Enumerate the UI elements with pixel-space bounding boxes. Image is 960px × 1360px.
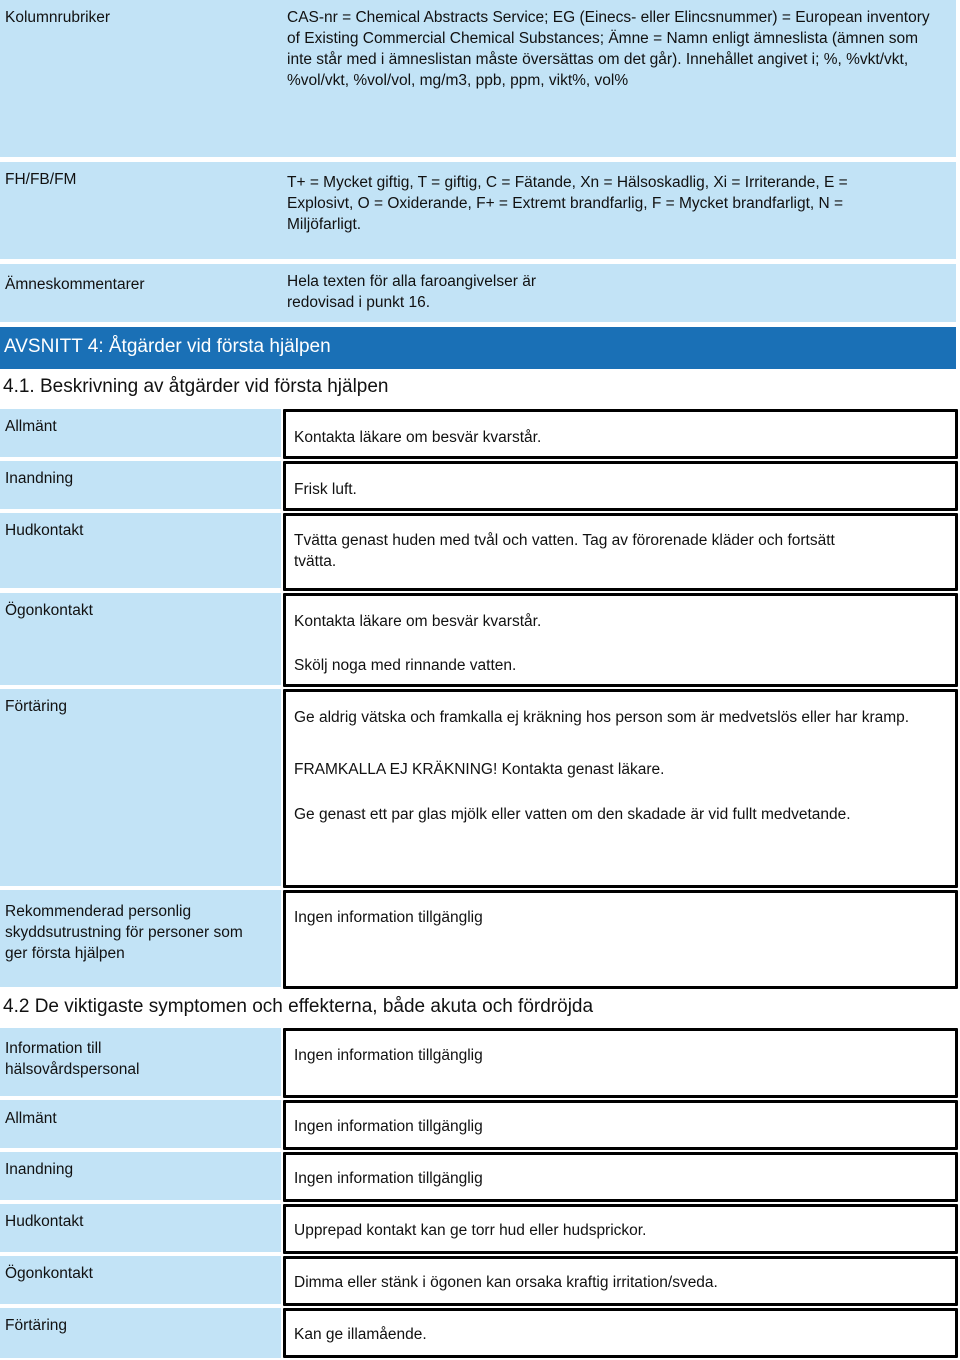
ogonkontakt-2-text: Dimma eller stänk i ögonen kan orsaka kraftig irritation/sveda. — [294, 1274, 718, 1291]
allmant-2-label-text: Allmänt — [5, 1110, 57, 1127]
hudkontakt-2-label — [0, 1204, 281, 1252]
amneskommentarer-value-text: Hela texten för alla faroangivelser är redovisad i punkt 16. — [287, 273, 536, 311]
inandning-label-text: Inandning — [5, 470, 74, 487]
inandning-2-label-text: Inandning — [5, 1161, 74, 1178]
allmant-2-value — [283, 1100, 958, 1150]
fortaring-2-text: Kan ge illamående. — [294, 1326, 427, 1343]
skyddsutrustning-label — [0, 890, 281, 987]
allmant-text: Kontakta läkare om besvär kvarstår. — [294, 429, 542, 446]
hudkontakt-label — [0, 513, 281, 588]
halsovard-label — [0, 1028, 281, 1096]
kolumnrubriker-label-text: Kolumnrubriker — [5, 9, 111, 26]
ogonkontakt-label-text: Ögonkontakt — [5, 602, 93, 619]
subsection-4-1-title: 4.1. Beskrivning av åtgärder vid första hjälpen — [3, 376, 389, 397]
fortaring-2-label — [0, 1308, 281, 1358]
amneskommentarer-label — [0, 264, 281, 322]
hudkontakt-2-value — [283, 1204, 958, 1254]
allmant-label — [0, 409, 281, 457]
kolumnrubriker-value — [281, 0, 956, 157]
ogonkontakt-2-value — [283, 1256, 958, 1306]
fortaring-2-label-text: Förtäring — [5, 1317, 68, 1334]
fortaring-text-1: Ge aldrig vätska och framkalla ej kräkning hos person som är medvetslös eller har kramp. — [294, 709, 910, 726]
amneskommentarer-label-text: Ämneskommentarer — [5, 276, 145, 293]
allmant-value — [283, 409, 958, 459]
halsovard-text: Ingen information tillgänglig — [294, 1047, 483, 1064]
fortaring-text-3: Ge genast ett par glas mjölk eller vatten om den skadade är vid fullt medvetande. — [294, 806, 851, 823]
fortaring-value — [283, 689, 958, 888]
fortaring-2-value — [283, 1308, 958, 1358]
ogonkontakt-label — [0, 593, 281, 685]
fortaring-label-text: Förtäring — [5, 698, 68, 715]
halsovard-value — [283, 1028, 958, 1098]
skyddsutrustning-value — [283, 890, 958, 989]
skyddsutrustning-text: Ingen information tillgänglig — [294, 909, 483, 926]
amneskommentarer-value — [281, 264, 956, 322]
kolumnrubriker-value-text: CAS-nr = Chemical Abstracts Service; EG (Einecs- eller Elincsnummer) = European inventory of Existing Commercial Chemical Substances; Ämne = Namn enligt ämneslista (ämnen som inte står med i ämneslistan måste översättas om det går). Innehållet angivet i; %, %vkt/vkt, %vol/vkt, %vol/vol, mg/m3, ppb, ppm, vikt%, vol% — [287, 9, 930, 89]
fhfbfm-value — [281, 162, 956, 259]
hudkontakt-value — [283, 513, 958, 591]
inandning-2-value — [283, 1152, 958, 1202]
inandning-label — [0, 461, 281, 509]
ogonkontakt-text-2: Skölj noga med rinnande vatten. — [294, 657, 517, 674]
fhfbfm-label-text: FH/FB/FM — [5, 171, 77, 188]
inandning-2-text: Ingen information tillgänglig — [294, 1170, 483, 1187]
allmant-2-label — [0, 1100, 281, 1148]
ogonkontakt-text-1: Kontakta läkare om besvär kvarstår. — [294, 613, 542, 630]
fortaring-label — [0, 689, 281, 886]
allmant-2-text: Ingen information tillgänglig — [294, 1118, 483, 1135]
fortaring-text-2: FRAMKALLA EJ KRÄKNING! Kontakta genast läkare. — [294, 761, 665, 778]
inandning-value — [283, 461, 958, 511]
fhfbfm-label — [0, 162, 281, 259]
ogonkontakt-2-label — [0, 1256, 281, 1304]
allmant-label-text: Allmänt — [5, 418, 57, 435]
halsovard-label-text: Information till hälsovårdspersonal — [5, 1040, 140, 1078]
hudkontakt-text: Tvätta genast huden med tvål och vatten. Tag av förorenade kläder och fortsätt tvätta. — [294, 532, 835, 570]
section-4-title: AVSNITT 4: Åtgärder vid första hjälpen — [4, 336, 331, 357]
ogonkontakt-value — [283, 593, 958, 687]
inandning-text: Frisk luft. — [294, 481, 357, 498]
inandning-2-label — [0, 1152, 281, 1200]
ogonkontakt-2-label-text: Ögonkontakt — [5, 1265, 93, 1282]
kolumnrubriker-label — [0, 0, 281, 157]
skyddsutrustning-label-text: Rekommenderad personlig skyddsutrustning för personer som ger första hjälpen — [5, 903, 243, 962]
hudkontakt-2-label-text: Hudkontakt — [5, 1213, 84, 1230]
fhfbfm-value-text: T+ = Mycket giftig, T = giftig, C = Fätande, Xn = Hälsoskadlig, Xi = Irriterande, E = Explosivt, O = Oxiderande, F+ = Extremt brandfarlig, F = Mycket brandfarligt, N = Miljöfarligt. — [287, 174, 848, 233]
subsection-4-2-title: 4.2 De viktigaste symptomen och effekterna, både akuta och fördröjda — [3, 996, 594, 1017]
hudkontakt-label-text: Hudkontakt — [5, 522, 84, 539]
section-4-header — [0, 327, 956, 369]
hudkontakt-2-text: Upprepad kontakt kan ge torr hud eller hudsprickor. — [294, 1222, 647, 1239]
